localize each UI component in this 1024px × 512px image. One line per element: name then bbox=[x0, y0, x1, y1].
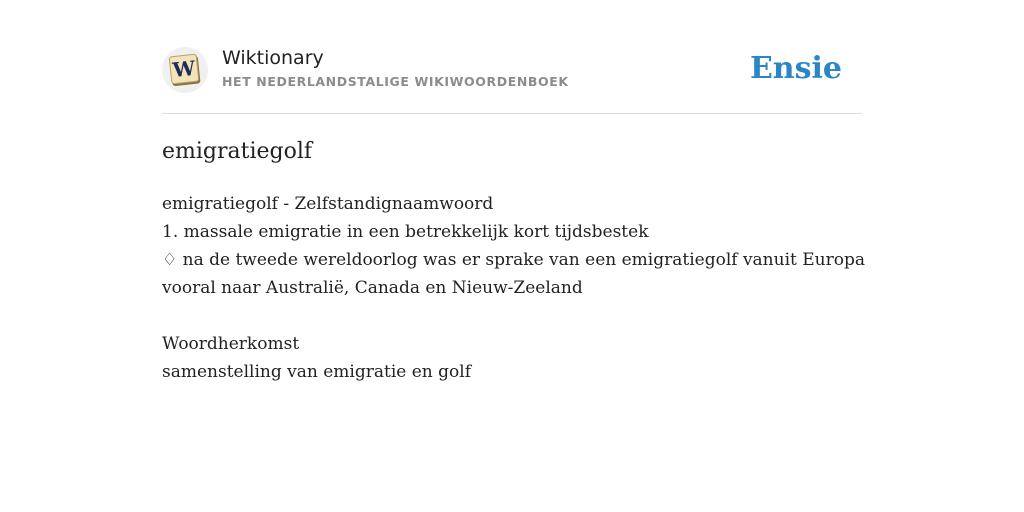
letter-tile-icon bbox=[169, 54, 200, 85]
etymology-heading: Woordherkomst bbox=[162, 334, 300, 354]
example-line-continued: vooral naar Australië, Canada en Nieuw-Zeeland bbox=[162, 278, 583, 298]
page bbox=[162, 0, 865, 382]
entry-title: emigratiegolf bbox=[162, 139, 313, 164]
site-header bbox=[162, 0, 862, 114]
site-tagline: HET NEDERLANDSTALIGE WIKIWOORDENBOEK bbox=[222, 74, 569, 89]
entry-body bbox=[162, 190, 882, 386]
etymology-text: samenstelling van emigratie en golf bbox=[162, 362, 471, 382]
definition-line: 1. massale emigratie in een betrekkelijk kort tijdsbestek bbox=[162, 222, 649, 242]
logo-letter: W bbox=[171, 55, 197, 83]
ensie-brand-link[interactable]: Ensie bbox=[749, 51, 842, 86]
wiktionary-logo[interactable] bbox=[162, 47, 208, 93]
example-line: ♢ na de tweede wereldoorlog was er sprake van een emigratiegolf vanuit Europa bbox=[162, 250, 865, 270]
word-class-line: emigratiegolf - Zelfstandignaamwoord bbox=[162, 194, 494, 214]
site-name[interactable]: Wiktionary bbox=[222, 47, 324, 69]
paragraph-spacer bbox=[162, 302, 882, 330]
